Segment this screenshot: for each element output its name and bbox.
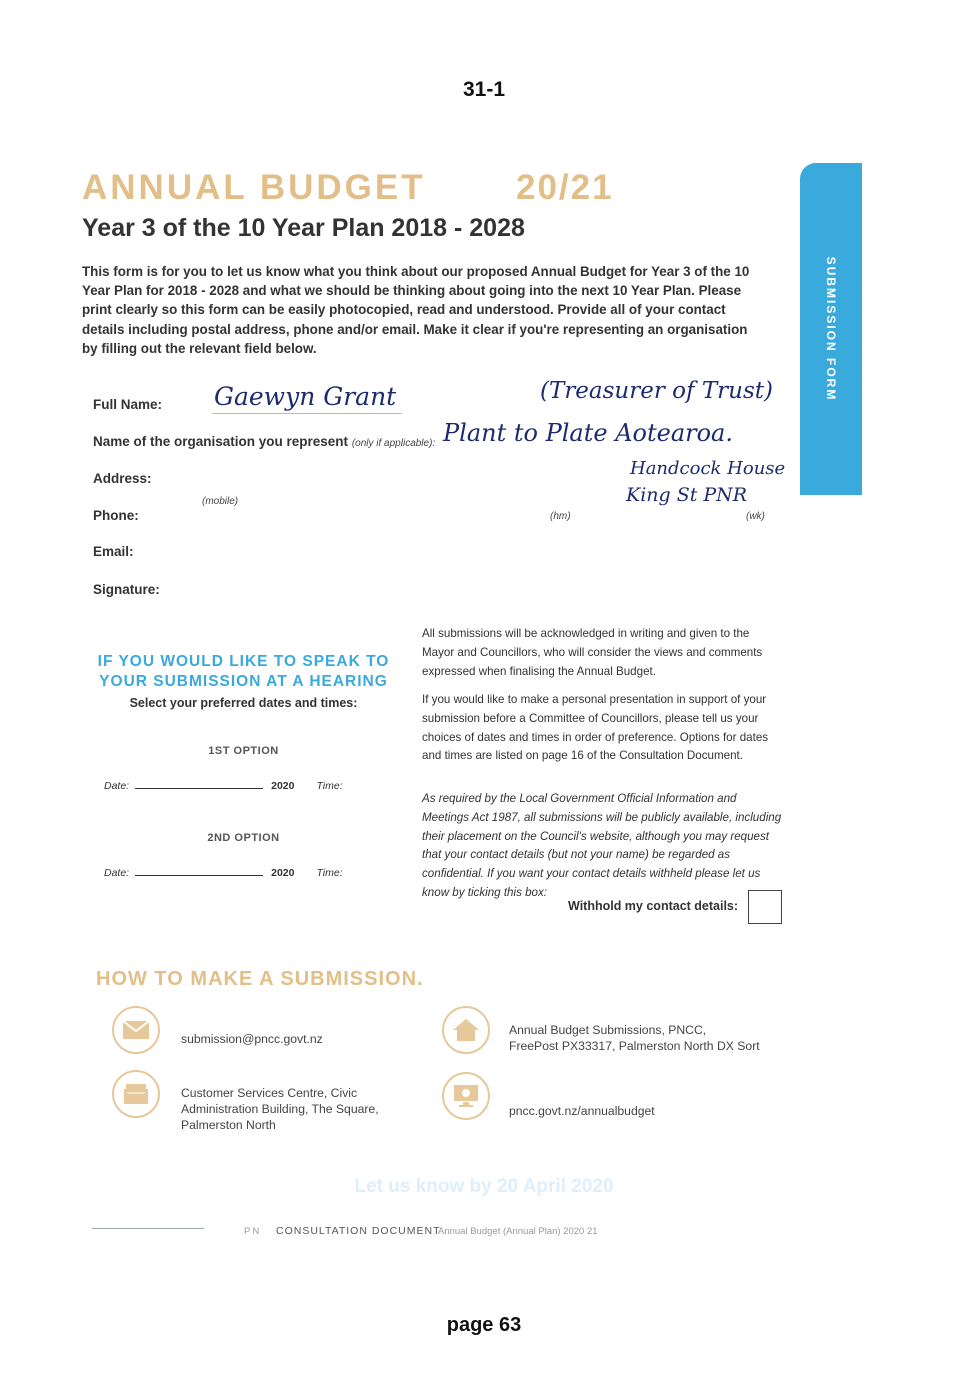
footer-document-name: CONSULTATION DOCUMENT bbox=[276, 1225, 441, 1237]
page-reference: 31-1 bbox=[462, 78, 506, 101]
phone-mobile-label: (mobile) bbox=[202, 496, 239, 507]
hearing-heading bbox=[96, 652, 391, 692]
in-person-contact bbox=[181, 1085, 379, 1134]
privacy-paragraph: As required by the Local Government Official Information and Meetings Act 1987, all submissions will be publicly available, including their placement on the Council's website, although you may request that your contact details (but not your name) be regarded as confidential. If you want your contact details withheld please let us know by ticking this box: bbox=[422, 792, 782, 899]
web-contact[interactable]: pncc.govt.nz/annualbudget bbox=[509, 1104, 655, 1118]
in-person-line-1: Customer Services Centre, Civic bbox=[181, 1086, 358, 1100]
post-line-2: FreePost PX33317, Palmerston North DX Sort bbox=[509, 1039, 760, 1054]
organisation-label bbox=[93, 434, 435, 449]
footer-divider bbox=[92, 1228, 204, 1229]
option-1-date-row[interactable] bbox=[104, 780, 343, 792]
option-1-year: 2020 bbox=[271, 780, 295, 792]
hearing-subheading: Select your preferred dates and times: bbox=[129, 696, 358, 710]
signature-label: Signature: bbox=[93, 582, 160, 597]
side-tab-label: SUBMISSION FORM bbox=[824, 256, 838, 402]
withhold-label: Withhold my contact details: bbox=[568, 899, 739, 913]
page-number: page 63 bbox=[446, 1314, 522, 1336]
option-2-time-label: Time: bbox=[316, 867, 343, 879]
option-2-label: 2ND OPTION bbox=[207, 832, 280, 844]
budget-year: 20/21 bbox=[516, 168, 614, 207]
footer-plan-name: Annual Budget (Annual Plan) 2020 21 bbox=[438, 1226, 598, 1237]
option-2-year: 2020 bbox=[271, 867, 295, 879]
deadline-banner: Let us know by 20 April 2020 bbox=[354, 1176, 614, 1197]
address-line-2[interactable]: King St PNR bbox=[626, 484, 748, 506]
full-name-label: Full Name: bbox=[93, 397, 163, 412]
option-2-date-input[interactable] bbox=[135, 874, 263, 876]
submission-form-tab bbox=[800, 163, 862, 495]
phone-work-label: (wk) bbox=[746, 511, 765, 522]
option-2-date-label: Date: bbox=[104, 867, 130, 879]
building-icon bbox=[112, 1070, 160, 1118]
acknowledgement-paragraph: All submissions will be acknowledged in writing and given to the Mayor and Councillors, who will consider the views and comments expressed when finalising the Annual Budget. bbox=[422, 627, 763, 678]
option-1-date-input[interactable] bbox=[135, 787, 263, 789]
organisation-note: (only if applicable): bbox=[351, 438, 436, 449]
in-person-line-2: Administration Building, The Square, bbox=[181, 1102, 379, 1117]
presentation-paragraph: If you would like to make a personal presentation in support of your submission before a Committee of Councillors, please tell us your choices of dates and times in order of preference. Options for dates and times are listed on page 16 of the Consultation Document. bbox=[422, 693, 769, 763]
hearing-heading-line-2: YOUR SUBMISSION AT A HEARING bbox=[99, 673, 388, 690]
role-value: (Treasurer of Trust) bbox=[540, 378, 773, 404]
option-1-label: 1ST OPTION bbox=[208, 745, 279, 757]
option-1-time-label: Time: bbox=[316, 780, 343, 792]
phone-home-label: (hm) bbox=[550, 511, 571, 522]
in-person-line-3: Palmerston North bbox=[181, 1118, 276, 1133]
organisation-label-text: Name of the organisation you represent bbox=[93, 434, 349, 449]
post-line-1: Annual Budget Submissions, PNCC, bbox=[509, 1023, 707, 1037]
document-subtitle: Year 3 of the 10 Year Plan 2018 - 2028 bbox=[82, 214, 525, 242]
withhold-checkbox[interactable] bbox=[748, 890, 782, 924]
hearing-heading-line-1: IF YOU WOULD LIKE TO SPEAK TO bbox=[97, 653, 390, 670]
phone-label: Phone: bbox=[93, 508, 139, 523]
post-contact bbox=[509, 1022, 760, 1054]
intro-paragraph: This form is for you to let us know what you think about our proposed Annual Budget for Year 3 of the 10 Year Plan for 2018 - 2028 and what we should be thinking about going into the next 10 Year Plan. Please print clearly so this form can be easily photocopied, read and understood. Provide all of your contact details including postal address, phone and/or email. Make it clear if you're representing an organisation by filling out the relevant field below. bbox=[82, 264, 750, 356]
organisation-value[interactable]: Plant to Plate Aotearoa. bbox=[443, 419, 733, 447]
option-1-date-label: Date: bbox=[104, 780, 130, 792]
option-2-date-row[interactable] bbox=[104, 867, 343, 879]
email-contact[interactable]: submission@pncc.govt.nz bbox=[181, 1032, 323, 1046]
full-name-value[interactable]: Gaewyn Grant bbox=[212, 382, 402, 414]
footer-pn: PN bbox=[244, 1226, 262, 1237]
document-title: ANNUAL BUDGET bbox=[82, 168, 426, 207]
address-label: Address: bbox=[93, 471, 152, 486]
house-icon bbox=[442, 1006, 490, 1054]
computer-icon bbox=[442, 1072, 490, 1120]
email-label: Email: bbox=[93, 544, 134, 559]
how-to-heading: HOW TO MAKE A SUBMISSION. bbox=[96, 968, 424, 990]
envelope-icon bbox=[112, 1006, 160, 1054]
address-line-1[interactable]: Handcock House bbox=[630, 458, 786, 479]
